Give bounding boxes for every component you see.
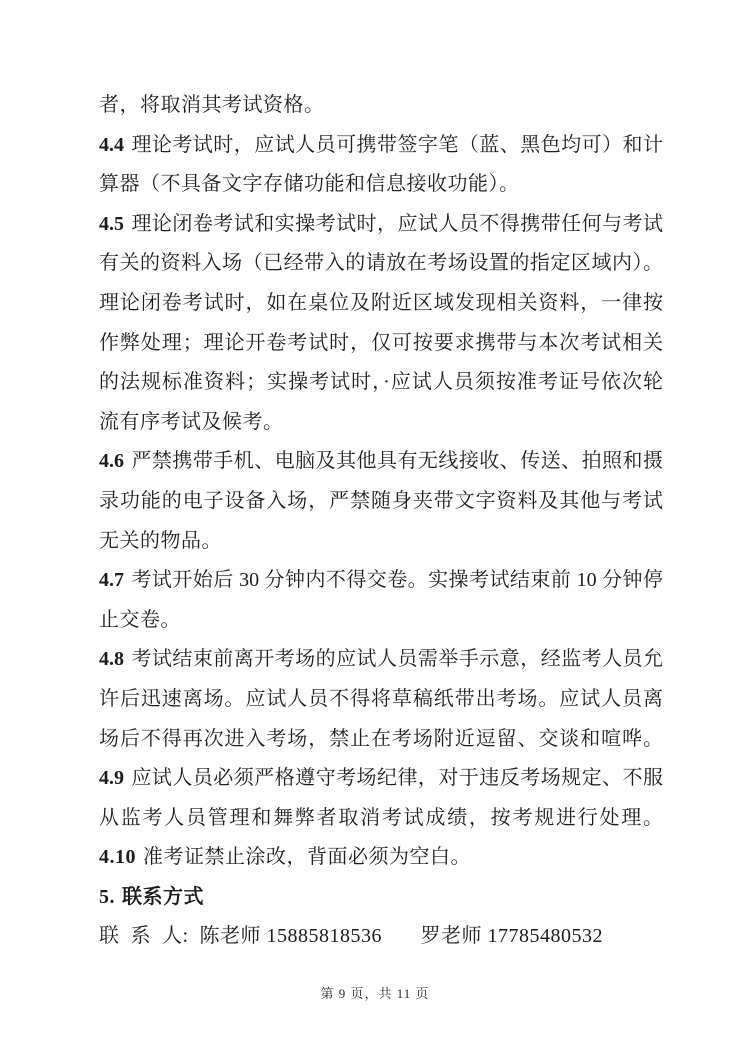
line-text: 无关的物品。: [99, 529, 222, 552]
line-text: 的法规标准资料；实操考试时，·应试人员须按准考证号依次轮: [99, 371, 663, 394]
text-line: [99, 205, 663, 245]
text-line: [99, 86, 663, 126]
document-body: [99, 86, 663, 957]
text-line: [99, 878, 663, 918]
line-text: 从监考人员管理和舞弊者取消考试成绩，按考规进行处理。: [99, 806, 663, 829]
text-line: [99, 640, 663, 680]
line-text: 算器（不具备文字存储功能和信息接收功能）。: [99, 173, 520, 196]
line-text: 有关的资料入场（已经带入的请放在考场设置的指定区域内）。: [99, 252, 663, 275]
line-text: 严禁携带手机、电脑及其他具有无线接收、传送、拍照和摄: [131, 450, 663, 473]
line-text: 场后不得再次进入考场，禁止在考场附近逗留、交谈和喧哗。: [99, 727, 663, 750]
line-text: 准考证禁止涂改，背面必须为空白。: [143, 846, 471, 869]
text-line: [99, 838, 663, 878]
text-line: [99, 324, 663, 364]
line-text: 止交卷。: [99, 608, 181, 631]
line-text: 考试开始后 30 分钟内不得交卷。实操考试结束前 10 分钟停: [131, 569, 663, 592]
line-text: 许后迅速离场。应试人员不得将草稿纸带出考场。应试人员离: [99, 687, 663, 710]
text-line: [99, 126, 663, 166]
section-number: 5.: [99, 885, 115, 908]
line-text: 应试人员必须严格遵守考场纪律，对于违反考场规定、不服: [131, 767, 663, 790]
text-line: [99, 363, 663, 403]
text-line: [99, 561, 663, 601]
text-line: [99, 482, 663, 522]
section-number: 4.7: [99, 569, 124, 592]
line-text: 理论考试时，应试人员可携带签字笔（蓝、黑色均可）和计: [131, 133, 663, 156]
text-line: [99, 522, 663, 562]
text-line: [99, 165, 663, 205]
line-text: 理论闭卷考试时，如在桌位及附近区域发现相关资料，一律按: [99, 291, 663, 314]
text-line: [99, 601, 663, 641]
text-line: [99, 680, 663, 720]
line-text: 考试结束前离开考场的应试人员需举手示意，经监考人员允: [131, 648, 663, 671]
text-line: [99, 442, 663, 482]
text-line: [99, 403, 663, 443]
line-text: 联 系 人: 陈老师 15885818536 罗老师 17785480532: [99, 925, 604, 948]
section-number: 4.10: [99, 846, 136, 869]
page-footer: [0, 983, 750, 1002]
text-line: [99, 244, 663, 284]
text-line: [99, 720, 663, 760]
page-number-label: 第 9 页，共 11 页: [320, 986, 430, 1001]
section-number: 4.6: [99, 450, 124, 473]
line-text: 理论闭卷考试和实操考试时，应试人员不得携带任何与考试: [131, 212, 663, 235]
section-number: 4.9: [99, 767, 124, 790]
line-text: 作弊处理；理论开卷考试时，仅可按要求携带与本次考试相关: [99, 331, 663, 354]
line-text: 联系方式: [122, 885, 204, 908]
text-line: [99, 284, 663, 324]
text-line: [99, 799, 663, 839]
section-number: 4.4: [99, 133, 124, 156]
line-text: 录功能的电子设备入场，严禁随身夹带文字资料及其他与考试: [99, 489, 663, 512]
text-line: [99, 917, 663, 957]
text-line: [99, 759, 663, 799]
line-text: 者，将取消其考试资格。: [99, 94, 325, 116]
section-number: 4.5: [99, 212, 124, 235]
section-number: 4.8: [99, 648, 124, 671]
line-text: 流有序考试及候考。: [99, 410, 284, 433]
